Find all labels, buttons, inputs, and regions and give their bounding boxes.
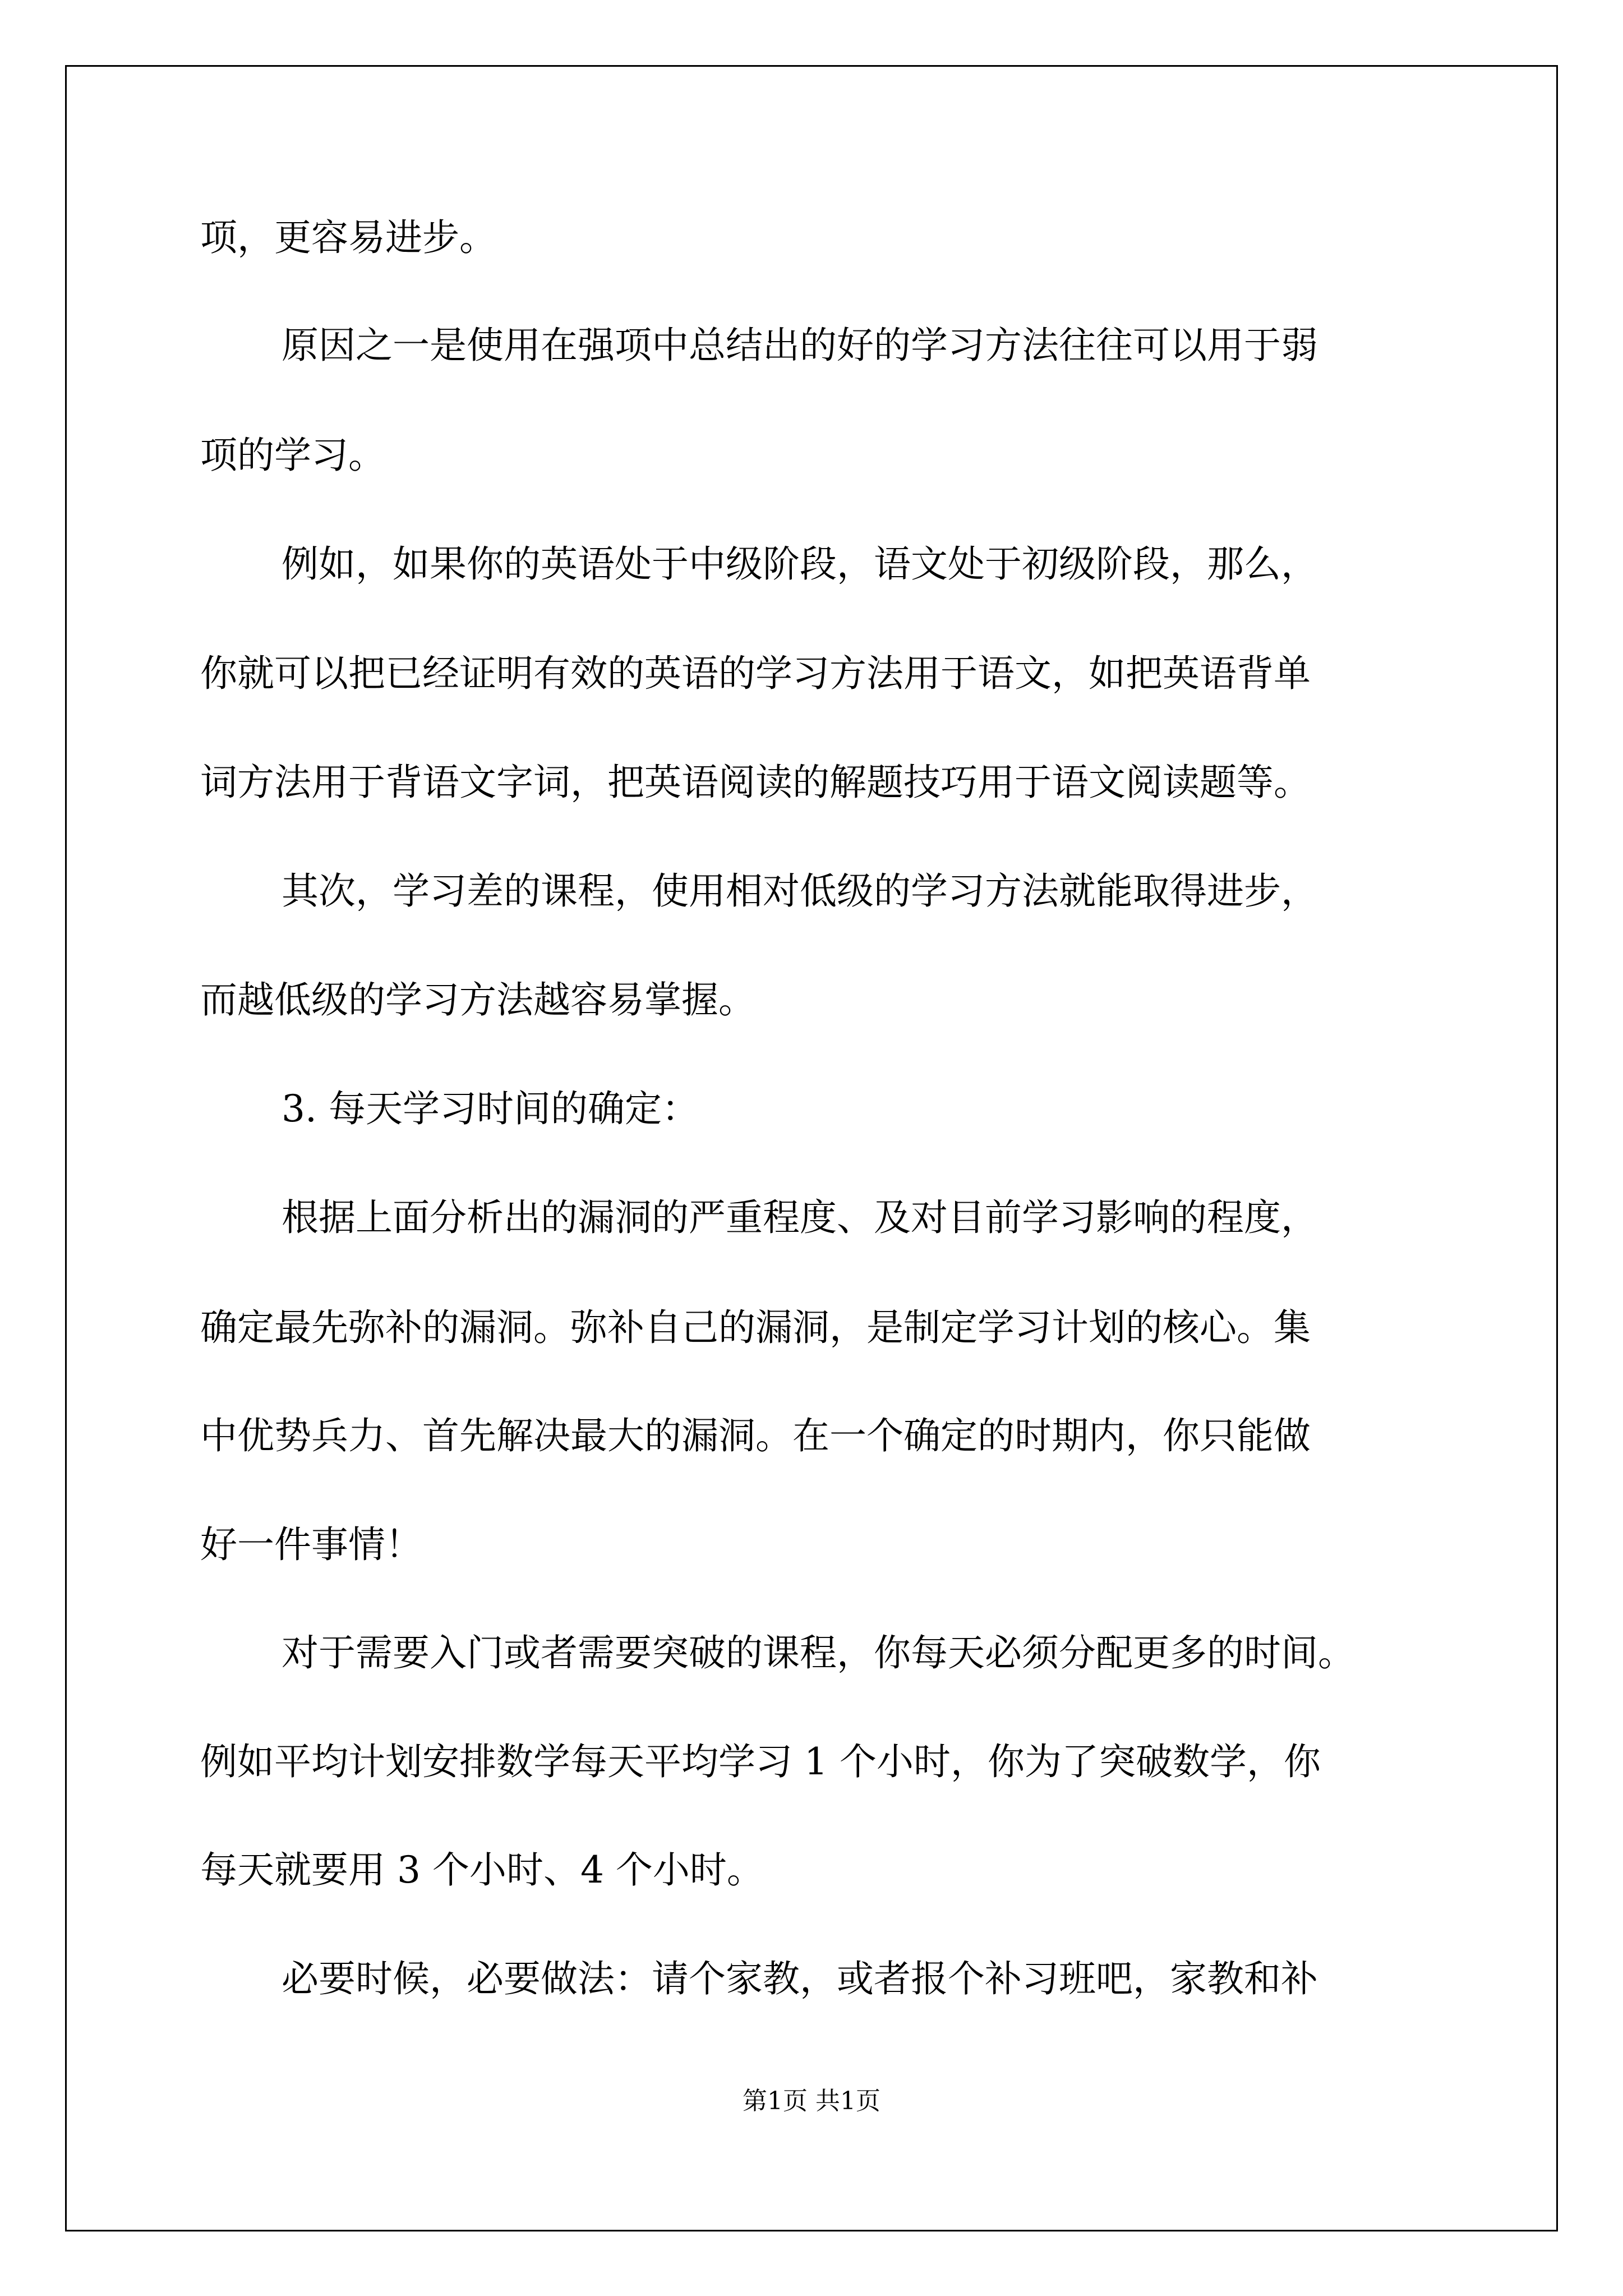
text-line: 你就可以把已经证明有效的英语的学习方法用于语文，如把英语背单	[200, 652, 1311, 695]
text-line: 3. 每天学习时间的确定：	[282, 1087, 699, 1130]
text-line: 中优势兵力、首先解决最大的漏洞。在一个确定的时期内，你只能做	[200, 1414, 1311, 1457]
text-line: 对于需要入门或者需要突破的课程，你每天必须分配更多的时间。	[282, 1631, 1355, 1674]
text-line: 而越低级的学习方法越容易掌握。	[200, 978, 755, 1022]
text-line: 确定最先弥补的漏洞。弥补自己的漏洞，是制定学习计划的核心。集	[200, 1306, 1311, 1349]
text-line: 原因之一是使用在强项中总结出的好的学习方法往往可以用于弱	[282, 324, 1318, 367]
text-line: 例如平均计划安排数学每天平均学习 1 个小时，你为了突破数学，你	[200, 1740, 1321, 1783]
text-line: 必要时候，必要做法：请个家教，或者报个补习班吧，家教和补	[282, 1957, 1318, 2000]
page-frame	[65, 65, 1558, 2231]
text-line: 项的学习。	[200, 434, 385, 477]
page-number: 第1页 共1页	[743, 2087, 880, 2115]
text-line: 词方法用于背语文字词，把英语阅读的解题技巧用于语文阅读题等。	[200, 761, 1311, 804]
text-line: 例如，如果你的英语处于中级阶段，语文处于初级阶段，那么，	[282, 542, 1318, 586]
text-line: 好一件事情！	[200, 1523, 422, 1566]
text-line: 其次，学习差的课程，使用相对低级的学习方法就能取得进步，	[282, 869, 1318, 913]
text-line: 根据上面分析出的漏洞的严重程度、及对目前学习影响的程度，	[282, 1196, 1318, 1239]
text-line: 项，更容易进步。	[200, 216, 496, 259]
text-line: 每天就要用 3 个小时、4 个小时。	[200, 1848, 764, 1892]
